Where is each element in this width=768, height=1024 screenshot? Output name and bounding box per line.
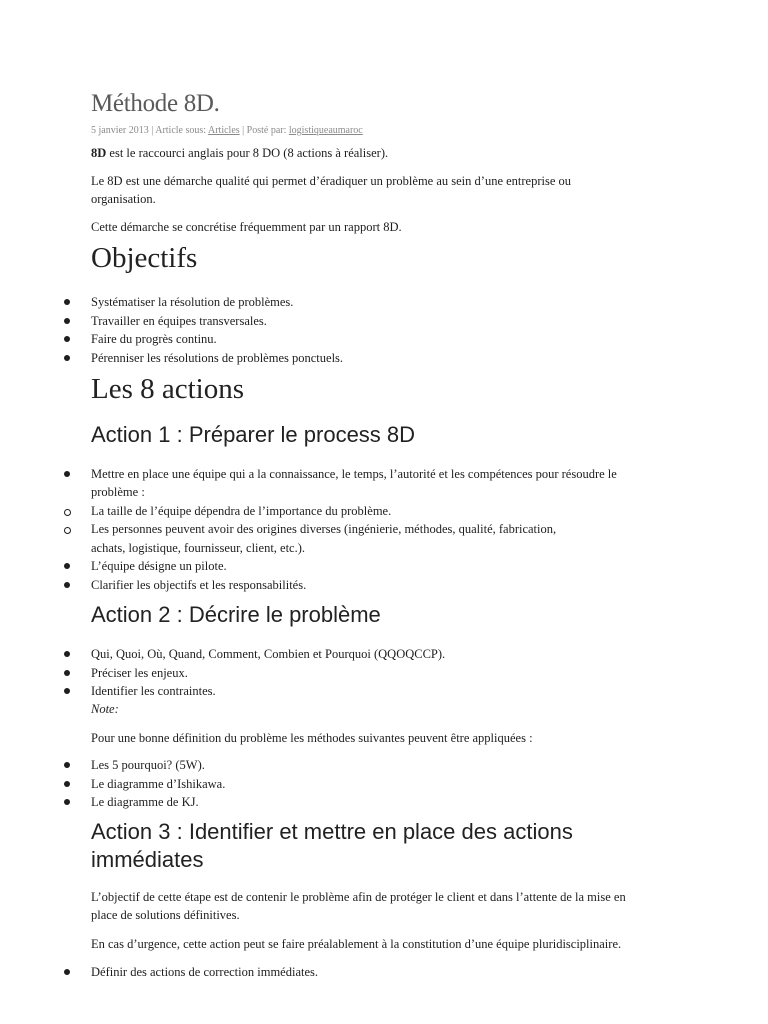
method-item: Le diagramme de KJ. [91, 795, 199, 809]
method-item: Le diagramme d’Ishikawa. [91, 777, 226, 791]
action1-subitem: La taille de l’équipe dépendra de l’importance du problème. [91, 504, 392, 518]
bullet-icon [64, 355, 70, 361]
method-item: Les 5 pourquoi? (5W). [91, 758, 205, 772]
intro-paragraph-2-line2: organisation. [91, 192, 156, 206]
bullet-icon [64, 336, 70, 342]
bullet-icon [64, 582, 70, 588]
heading-action-3-line1: Action 3 : Identifier et mettre en place des actions [91, 819, 573, 844]
article-meta [91, 125, 363, 136]
circle-bullet-icon [64, 527, 71, 534]
action1-subitem-line1: Les personnes peuvent avoir des origines diverses (ingénierie, méthodes, qualité, fabrication, [91, 522, 557, 536]
bullet-icon [64, 688, 70, 694]
action1-item-line1: Mettre en place une équipe qui a la connaissance, le temps, l’autorité et les compétences pour résoudre le [91, 467, 617, 481]
bullet-icon [64, 651, 70, 657]
author-link[interactable]: logistiqueaumaroc [288, 125, 363, 136]
bullet-icon [64, 670, 70, 676]
bullet-icon [64, 969, 70, 975]
bullet-icon [64, 299, 70, 305]
category-link[interactable]: Articles [208, 125, 240, 136]
objectif-item: Pérenniser les résolutions de problèmes ponctuels. [91, 351, 344, 365]
action2-item: Qui, Quoi, Où, Quand, Comment, Combien et Pourquoi (QQOQCCP). [91, 647, 446, 661]
bullet-icon [64, 318, 70, 324]
action1-item-line2: problème : [91, 485, 145, 499]
bullet-icon [64, 762, 70, 768]
action1-item: Clarifier les objectifs et les responsabilités. [91, 578, 307, 592]
action2-note: Note: [91, 702, 119, 716]
objectif-item: Systématiser la résolution de problèmes. [91, 295, 294, 309]
intro-paragraph-3: Cette démarche se concrétise fréquemment par un rapport 8D. [91, 220, 402, 234]
intro-paragraph-1 [91, 144, 388, 162]
action2-paragraph: Pour une bonne définition du problème les méthodes suivantes peuvent être appliquées : [91, 731, 533, 745]
action2-item: Identifier les contraintes. [91, 684, 216, 698]
action2-item: Préciser les enjeux. [91, 666, 188, 680]
bullet-icon [64, 563, 70, 569]
bullet-icon [64, 799, 70, 805]
action3-item: Définir des actions de correction immédiates. [91, 965, 319, 979]
action3-paragraph-line1: L’objectif de cette étape est de contenir le problème afin de protéger le client et dans l’attente de la mise en [91, 890, 626, 904]
intro-bold-term: 8D [91, 146, 107, 160]
intro-paragraph-2-line1: Le 8D est une démarche qualité qui permet d’éradiquer un problème au sein d’une entreprise ou [91, 174, 572, 188]
circle-bullet-icon [64, 509, 71, 516]
intro-text: est le raccourci anglais pour 8 DO (8 actions à réaliser). [106, 146, 389, 160]
bullet-icon [64, 781, 70, 787]
action3-paragraph-2: En cas d’urgence, cette action peut se faire préalablement à la constitution d’une équipe pluridisciplinaire. [91, 937, 622, 951]
action1-item: L’équipe désigne un pilote. [91, 559, 227, 573]
heading-action-2: Action 2 : Décrire le problème [91, 602, 381, 627]
heading-objectifs: Objectifs [91, 242, 198, 274]
heading-action-3-line2: immédiates [91, 847, 204, 872]
meta-separator: | Posté par: [239, 125, 289, 136]
heading-action-1: Action 1 : Préparer le process 8D [91, 422, 416, 447]
article-title: Méthode 8D. [91, 90, 220, 117]
meta-separator: | Article sous: [148, 125, 208, 136]
action3-paragraph-line2: place de solutions définitives. [91, 908, 240, 922]
objectif-item: Faire du progrès continu. [91, 332, 217, 346]
bullet-icon [64, 471, 70, 477]
action1-subitem-line2: achats, logistique, fournisseur, client, etc.). [91, 541, 306, 555]
objectif-item: Travailler en équipes transversales. [91, 314, 267, 328]
article-date: 5 janvier 2013 [91, 125, 149, 136]
heading-les-8-actions: Les 8 actions [91, 373, 245, 405]
